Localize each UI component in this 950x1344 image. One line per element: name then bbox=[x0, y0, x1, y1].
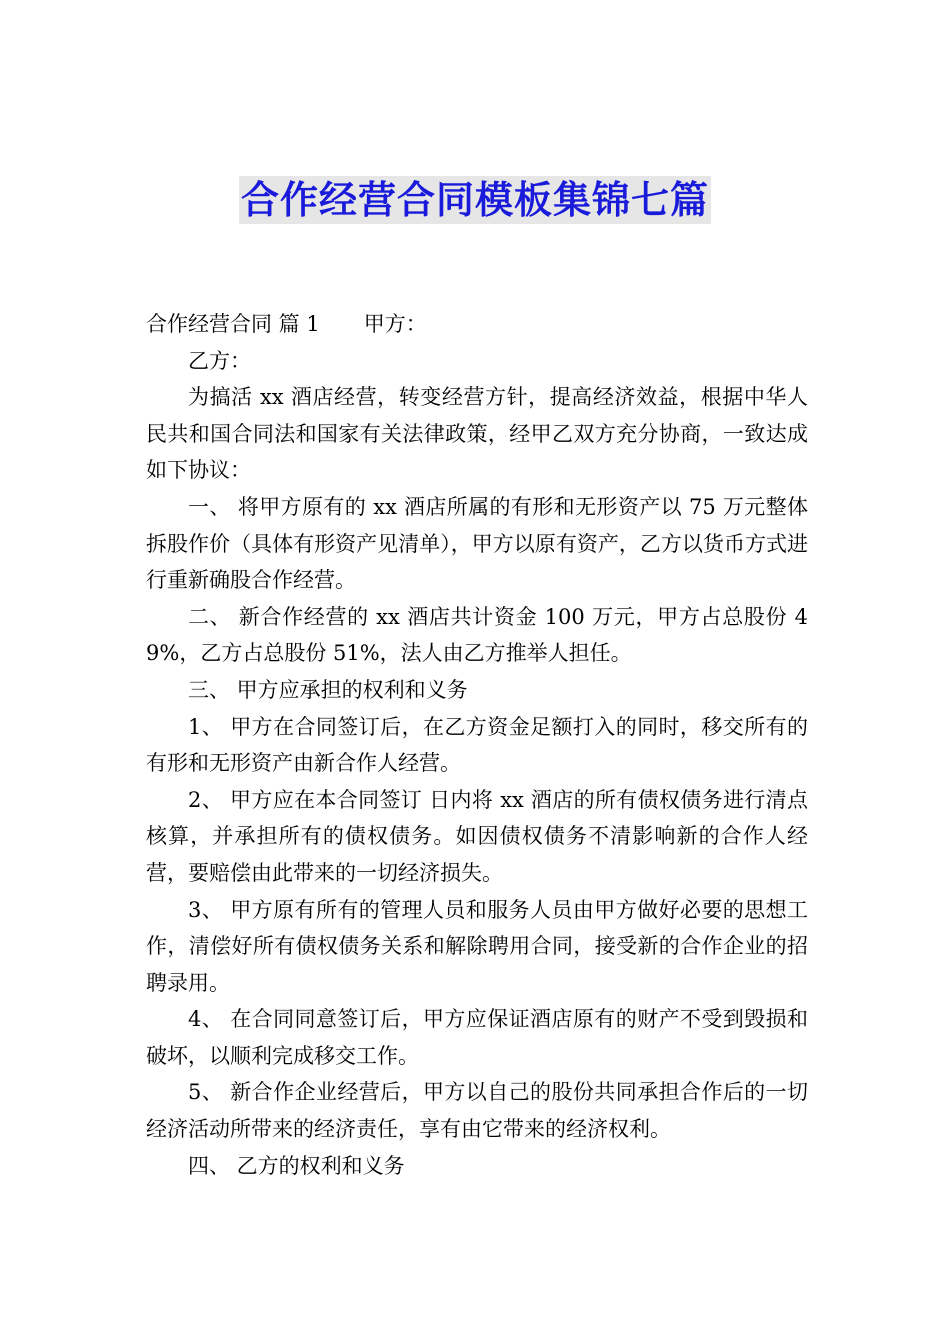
document-title: 合作经营合同模板集锦七篇 bbox=[240, 178, 709, 222]
title-container bbox=[0, 176, 950, 224]
paragraph: 为搞活 xx 酒店经营，转变经营方针，提高经济效益，根据中华人民共和国合同法和国家有关法律政策，经甲乙双方充分协商，一致达成如下协议： bbox=[146, 385, 808, 483]
paragraph: 三、 甲方应承担的权利和义务 bbox=[188, 677, 468, 702]
document-body bbox=[146, 306, 808, 1184]
paragraph: 乙方： bbox=[188, 348, 251, 373]
contract-header-line bbox=[146, 306, 808, 343]
paragraph: 5、 新合作企业经营后，甲方以自己的股份共同承担合作后的一切经济活动所带来的经济责任，享有由它带来的经济权利。 bbox=[146, 1080, 808, 1142]
paragraph: 4、 在合同同意签订后，甲方应保证酒店原有的财产不受到毁损和破坏，以顺利完成移交工作。 bbox=[146, 1007, 808, 1068]
paragraph: 四、 乙方的权利和义务 bbox=[188, 1153, 405, 1178]
contract-section-heading: 合作经营合同 篇 1 bbox=[146, 312, 320, 336]
paragraph: 1、 甲方在合同签订后，在乙方资金足额打入的同时，移交所有的有形和无形资产由新合作人经营。 bbox=[146, 714, 808, 776]
party-a-label: 甲方： bbox=[363, 312, 427, 336]
paragraph: 2、 甲方应在本合同签订 日内将 xx 酒店的所有债权债务进行清点核算，并承担所有的债权债务。如因债权债务不清影响新的合作人经营，要赔偿由此带来的一切经济损失。 bbox=[146, 787, 808, 885]
paragraph: 一、 将甲方原有的 xx 酒店所属的有形和无形资产以 75 万元整体拆股作价（具体有形资产见清单），甲方以原有资产，乙方以货币方式进行重新确股合作经营。 bbox=[146, 494, 808, 593]
paragraph: 二、 新合作经营的 xx 酒店共计资金 100 万元，甲方占总股份 49%，乙方占总股份 51%，法人由乙方推举人担任。 bbox=[146, 604, 808, 666]
paragraph: 3、 甲方原有所有的管理人员和服务人员由甲方做好必要的思想工作，清偿好所有债权债务关系和解除聘用合同，接受新的合作企业的招聘录用。 bbox=[146, 897, 808, 995]
